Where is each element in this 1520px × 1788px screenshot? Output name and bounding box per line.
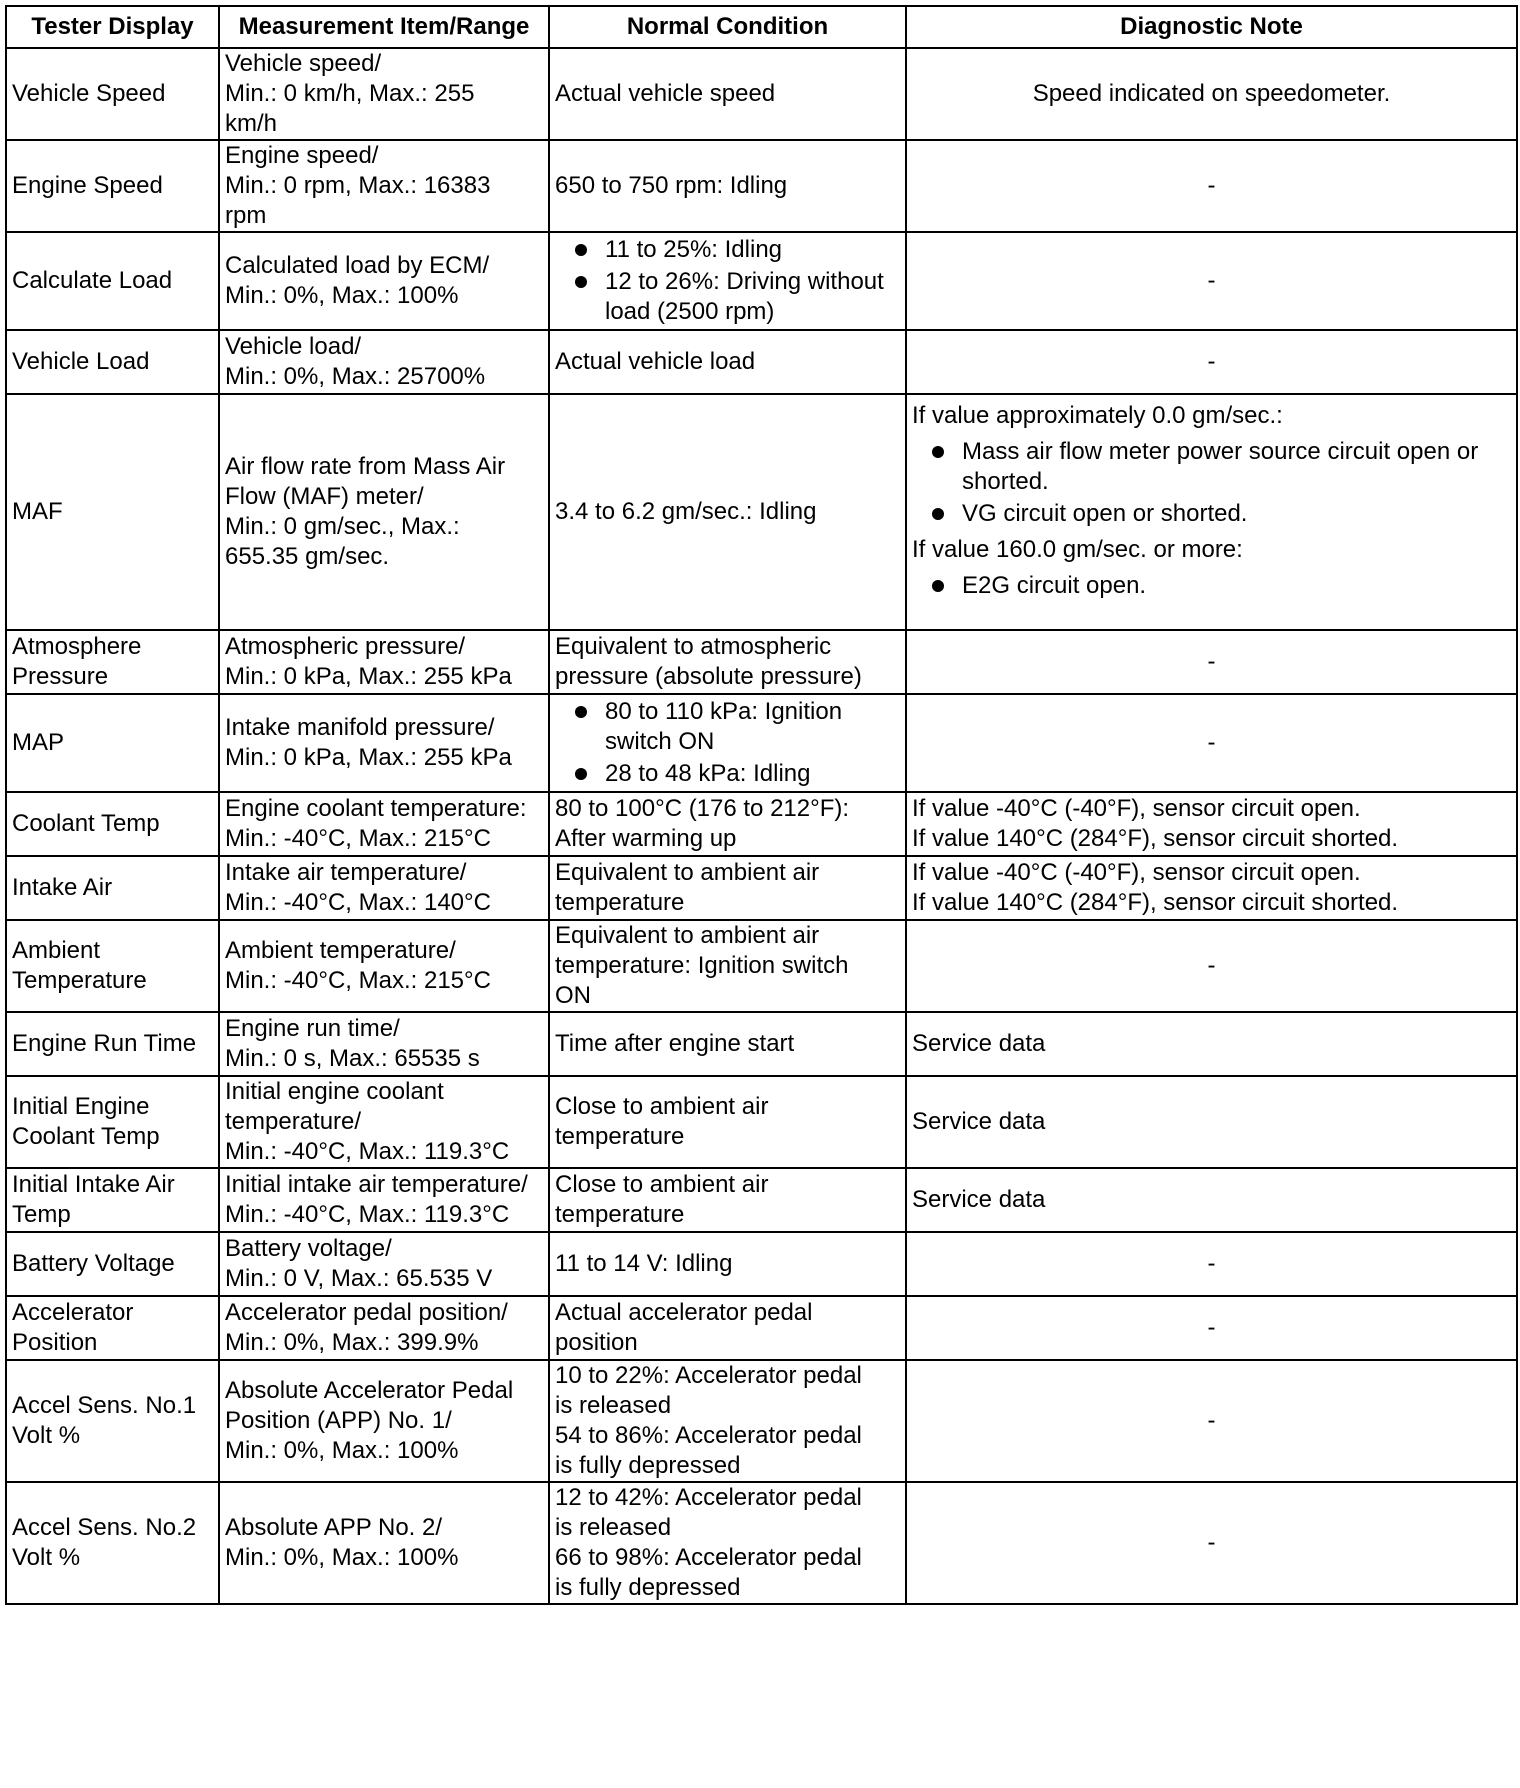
normal-condition-line: Equivalent to atmospheric (555, 633, 832, 660)
measurement-line: Engine speed/ (225, 142, 379, 169)
cell-tester-display (6, 792, 219, 856)
tester-display-line: Intake Air (12, 874, 113, 901)
measurement-line: rpm (225, 202, 267, 229)
measurement-line: Min.: 0%, Max.: 25700% (225, 363, 486, 390)
cell-normal-condition (549, 630, 906, 694)
cell-measurement (219, 856, 549, 920)
measurement-line: Intake manifold pressure/ (225, 714, 495, 741)
measurement-line: 655.35 gm/sec. (225, 543, 390, 570)
measurement-line: Initial intake air temperature/ (225, 1171, 528, 1198)
cell-diagnostic-note (906, 1296, 1517, 1360)
diagnostic-note-line: - (1207, 267, 1216, 294)
normal-condition-line: temperature (555, 889, 685, 916)
diagnostic-note-line: Speed indicated on speedometer. (1032, 80, 1391, 107)
cell-tester-display (6, 1168, 219, 1232)
measurement-line: Engine run time/ (225, 1015, 400, 1042)
cell-diagnostic-note (906, 1012, 1517, 1076)
data-list-table (5, 5, 1518, 1605)
diagnostic-note-line: - (1207, 1529, 1216, 1556)
cell-diagnostic-note (906, 630, 1517, 694)
cell-diagnostic-note (906, 232, 1517, 330)
normal-condition-line: Time after engine start (555, 1030, 795, 1057)
measurement-line: Min.: 0 kPa, Max.: 255 kPa (225, 744, 512, 771)
cell-normal-condition (549, 1232, 906, 1296)
normal-condition-line: 650 to 750 rpm: Idling (555, 172, 788, 199)
normal-condition-line: 11 to 14 V: Idling (555, 1250, 733, 1277)
cell-diagnostic-note (906, 1482, 1517, 1604)
cell-measurement (219, 1482, 549, 1604)
tester-display-line: Calculate Load (12, 267, 173, 294)
cell-diagnostic-note (906, 48, 1517, 140)
cell-diagnostic-note (906, 792, 1517, 856)
bullet-item: E2G circuit open. (912, 571, 1511, 601)
normal-condition-line: is fully depressed (555, 1452, 741, 1479)
cell-normal-condition (549, 856, 906, 920)
normal-condition-line: After warming up (555, 825, 737, 852)
bullet-item: 12 to 26%: Driving without load (2500 rpm) (555, 267, 900, 327)
normal-condition-line: temperature (555, 1201, 685, 1228)
cell-diagnostic-note (906, 694, 1517, 792)
tester-display-line: Temp (12, 1201, 71, 1228)
diagnostic-note-line: Service data (912, 1030, 1046, 1057)
diagnostic-note-line: - (1207, 172, 1216, 199)
note-intro: If value 160.0 gm/sec. or more: (912, 536, 1243, 563)
measurement-line: Min.: 0 kPa, Max.: 255 kPa (225, 663, 512, 690)
tester-display-line: Accel Sens. No.2 (12, 1514, 197, 1541)
normal-condition-line: is released (555, 1392, 672, 1419)
cell-measurement (219, 694, 549, 792)
tester-display-line: Volt % (12, 1422, 81, 1449)
table-row (6, 1482, 1517, 1604)
normal-condition-line: is released (555, 1514, 672, 1541)
table-row (6, 1012, 1517, 1076)
measurement-line: Min.: -40°C, Max.: 119.3°C (225, 1201, 510, 1228)
table-row (6, 394, 1517, 630)
cell-tester-display (6, 1232, 219, 1296)
tester-display-line: Engine Speed (12, 172, 163, 199)
tester-display-line: MAF (12, 498, 63, 525)
measurement-line: Min.: 0%, Max.: 399.9% (225, 1329, 479, 1356)
note-intro: If value approximately 0.0 gm/sec.: (912, 402, 1283, 429)
tester-display-line: Pressure (12, 663, 109, 690)
cell-tester-display (6, 1360, 219, 1482)
diagnostic-note-line: If value 140°C (284°F), sensor circuit shorted. (912, 825, 1399, 852)
cell-diagnostic-note (906, 920, 1517, 1012)
cell-tester-display (6, 694, 219, 792)
cell-measurement (219, 1076, 549, 1168)
table-row (6, 856, 1517, 920)
measurement-line: Min.: 0 gm/sec., Max.: (225, 513, 460, 540)
cell-normal-condition (549, 1360, 906, 1482)
measurement-line: Accelerator pedal position/ (225, 1299, 508, 1326)
cell-measurement (219, 1168, 549, 1232)
measurement-line: Min.: -40°C, Max.: 140°C (225, 889, 491, 916)
cell-measurement (219, 394, 549, 630)
bullet-list (912, 571, 1511, 601)
diagnostic-note-line: - (1207, 729, 1216, 756)
cell-normal-condition (549, 1012, 906, 1076)
measurement-line: Initial engine coolant (225, 1078, 444, 1105)
measurement-line: km/h (225, 110, 278, 137)
normal-condition-line: Actual accelerator pedal (555, 1299, 813, 1326)
normal-condition-line: ON (555, 982, 591, 1009)
cell-measurement (219, 140, 549, 232)
diagnostic-note-line: Service data (912, 1108, 1046, 1135)
normal-condition-line: 10 to 22%: Accelerator pedal (555, 1362, 862, 1389)
cell-tester-display (6, 1012, 219, 1076)
measurement-line: Ambient temperature/ (225, 937, 456, 964)
cell-tester-display (6, 1076, 219, 1168)
cell-tester-display (6, 920, 219, 1012)
diagnostic-note-line: - (1207, 1250, 1216, 1277)
measurement-line: Vehicle speed/ (225, 50, 382, 77)
normal-condition-line: pressure (absolute pressure) (555, 663, 862, 690)
normal-condition-line: is fully depressed (555, 1574, 741, 1601)
cell-normal-condition (549, 330, 906, 394)
normal-condition-line: Equivalent to ambient air (555, 859, 820, 886)
bullet-item: 80 to 110 kPa: Ignition switch ON (555, 697, 900, 757)
cell-normal-condition (549, 1076, 906, 1168)
measurement-line: Intake air temperature/ (225, 859, 467, 886)
cell-tester-display (6, 1296, 219, 1360)
bullet-item: 28 to 48 kPa: Idling (555, 759, 900, 789)
cell-normal-condition (549, 1296, 906, 1360)
cell-tester-display (6, 48, 219, 140)
measurement-line: temperature/ (225, 1108, 362, 1135)
tester-display-line: Ambient (12, 937, 101, 964)
header-measurement: Measurement Item/Range (219, 6, 549, 48)
normal-condition-line: temperature: Ignition switch (555, 952, 849, 979)
tester-display-line: Coolant Temp (12, 810, 160, 837)
diagnostic-note-line: If value -40°C (-40°F), sensor circuit open. (912, 795, 1361, 822)
tester-display-line: Vehicle Speed (12, 80, 166, 107)
cell-normal-condition (549, 1168, 906, 1232)
diagnostic-note-line: If value 140°C (284°F), sensor circuit shorted. (912, 889, 1399, 916)
measurement-line: Min.: -40°C, Max.: 215°C (225, 825, 491, 852)
table-row (6, 694, 1517, 792)
measurement-line: Min.: 0 rpm, Max.: 16383 (225, 172, 491, 199)
normal-condition-line: Close to ambient air (555, 1093, 769, 1120)
cell-measurement (219, 48, 549, 140)
bullet-item: VG circuit open or shorted. (912, 499, 1511, 529)
table-row (6, 1360, 1517, 1482)
bullet-list (555, 697, 900, 789)
normal-condition-line: 12 to 42%: Accelerator pedal (555, 1484, 862, 1511)
tester-display-line: MAP (12, 729, 65, 756)
measurement-line: Air flow rate from Mass Air (225, 453, 506, 480)
tester-display-line: Initial Engine (12, 1093, 150, 1120)
tester-display-line: Battery Voltage (12, 1250, 175, 1277)
cell-diagnostic-note (906, 1168, 1517, 1232)
bullet-item: 11 to 25%: Idling (555, 235, 900, 265)
measurement-line: Calculated load by ECM/ (225, 252, 490, 279)
diagnostic-note-line: - (1207, 1314, 1216, 1341)
cell-diagnostic-note (906, 394, 1517, 630)
table-row (6, 1076, 1517, 1168)
normal-condition-line: 54 to 86%: Accelerator pedal (555, 1422, 862, 1449)
measurement-line: Vehicle load/ (225, 333, 362, 360)
table-row (6, 1296, 1517, 1360)
measurement-line: Min.: -40°C, Max.: 215°C (225, 967, 491, 994)
bullet-list (912, 437, 1511, 529)
diagnostic-note-line: Service data (912, 1186, 1046, 1213)
table-row (6, 48, 1517, 140)
cell-normal-condition (549, 140, 906, 232)
cell-normal-condition (549, 48, 906, 140)
table-row (6, 920, 1517, 1012)
table-row (6, 140, 1517, 232)
normal-condition-line: Actual vehicle load (555, 348, 756, 375)
normal-condition-line: Close to ambient air (555, 1171, 769, 1198)
cell-measurement (219, 792, 549, 856)
cell-tester-display (6, 1482, 219, 1604)
normal-condition-line: 80 to 100°C (176 to 212°F): (555, 795, 850, 822)
cell-diagnostic-note (906, 330, 1517, 394)
cell-measurement (219, 330, 549, 394)
measurement-line: Min.: 0 s, Max.: 65535 s (225, 1045, 480, 1072)
cell-normal-condition (549, 920, 906, 1012)
table-row (6, 1232, 1517, 1296)
tester-display-line: Volt % (12, 1544, 81, 1571)
diagnostic-note-line: - (1207, 648, 1216, 675)
diagnostic-note-line: - (1207, 952, 1216, 979)
measurement-line: Min.: 0 V, Max.: 65.535 V (225, 1265, 493, 1292)
cell-diagnostic-note (906, 140, 1517, 232)
normal-condition-line: 66 to 98%: Accelerator pedal (555, 1544, 862, 1571)
cell-diagnostic-note (906, 1360, 1517, 1482)
cell-normal-condition (549, 1482, 906, 1604)
cell-diagnostic-note (906, 1232, 1517, 1296)
cell-normal-condition (549, 232, 906, 330)
tester-display-line: Position (12, 1329, 98, 1356)
cell-tester-display (6, 856, 219, 920)
measurement-line: Flow (MAF) meter/ (225, 483, 424, 510)
measurement-line: Battery voltage/ (225, 1235, 392, 1262)
bullet-item: Mass air flow meter power source circuit open or shorted. (912, 437, 1511, 497)
tester-display-line: Vehicle Load (12, 348, 150, 375)
cell-tester-display (6, 232, 219, 330)
measurement-line: Min.: 0%, Max.: 100% (225, 1437, 459, 1464)
table-row (6, 1168, 1517, 1232)
cell-measurement (219, 232, 549, 330)
tester-display-line: Initial Intake Air (12, 1171, 175, 1198)
cell-tester-display (6, 630, 219, 694)
bullet-list (555, 235, 900, 327)
tester-display-line: Coolant Temp (12, 1123, 160, 1150)
table-row (6, 330, 1517, 394)
measurement-line: Min.: -40°C, Max.: 119.3°C (225, 1138, 510, 1165)
cell-tester-display (6, 330, 219, 394)
normal-condition-line: position (555, 1329, 638, 1356)
cell-normal-condition (549, 694, 906, 792)
normal-condition-line: temperature (555, 1123, 685, 1150)
cell-normal-condition (549, 792, 906, 856)
cell-tester-display (6, 394, 219, 630)
measurement-line: Atmospheric pressure/ (225, 633, 466, 660)
header-normal-condition: Normal Condition (549, 6, 906, 48)
cell-measurement (219, 1232, 549, 1296)
diagnostic-note-line: - (1207, 348, 1216, 375)
table-row (6, 232, 1517, 330)
cell-measurement (219, 920, 549, 1012)
header-diagnostic-note: Diagnostic Note (906, 6, 1517, 48)
tester-display-line: Temperature (12, 967, 147, 994)
measurement-line: Engine coolant temperature: (225, 795, 527, 822)
cell-measurement (219, 630, 549, 694)
diagnostic-note-line: - (1207, 1407, 1216, 1434)
cell-diagnostic-note (906, 856, 1517, 920)
measurement-line: Absolute APP No. 2/ (225, 1514, 443, 1541)
cell-diagnostic-note (906, 1076, 1517, 1168)
table-body (6, 48, 1517, 1604)
cell-tester-display (6, 140, 219, 232)
normal-condition-line: Actual vehicle speed (555, 80, 776, 107)
measurement-line: Min.: 0 km/h, Max.: 255 (225, 80, 475, 107)
tester-display-line: Accel Sens. No.1 (12, 1392, 197, 1419)
tester-display-line: Accelerator (12, 1299, 134, 1326)
measurement-line: Position (APP) No. 1/ (225, 1407, 452, 1434)
cell-normal-condition (549, 394, 906, 630)
cell-measurement (219, 1360, 549, 1482)
header-tester-display: Tester Display (6, 6, 219, 48)
measurement-line: Min.: 0%, Max.: 100% (225, 1544, 459, 1571)
header-row (6, 6, 1517, 48)
table-row (6, 630, 1517, 694)
normal-condition-line: Equivalent to ambient air (555, 922, 820, 949)
measurement-line: Absolute Accelerator Pedal (225, 1377, 514, 1404)
measurement-line: Min.: 0%, Max.: 100% (225, 282, 459, 309)
tester-display-line: Engine Run Time (12, 1030, 197, 1057)
table-row (6, 792, 1517, 856)
diagnostic-note-line: If value -40°C (-40°F), sensor circuit open. (912, 859, 1361, 886)
cell-measurement (219, 1012, 549, 1076)
normal-condition-line: 3.4 to 6.2 gm/sec.: Idling (555, 498, 817, 525)
cell-measurement (219, 1296, 549, 1360)
tester-display-line: Atmosphere (12, 633, 142, 660)
